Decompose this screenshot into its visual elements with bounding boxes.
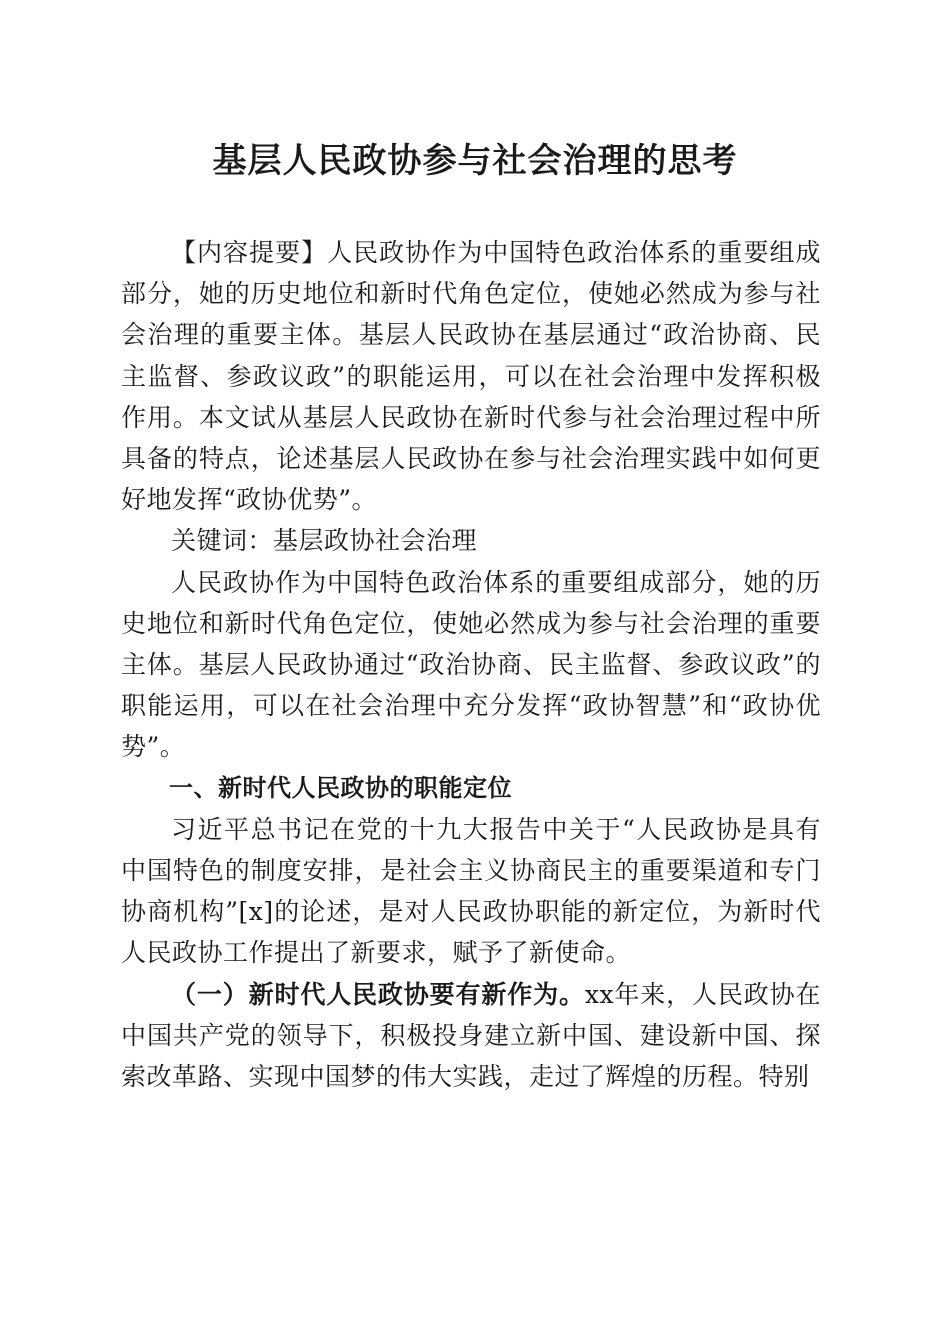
intro-paragraph: 人民政协作为中国特色政治体系的重要组成部分，她的历史地位和新时代角色定位，使她必然成为参与社会治理的重要主体。基层人民政协通过“政治协商、民主监督、参政议政”的职能运用，可以在社会治理中充分发挥“政协智慧”和“政协优势”。 [121,567,821,762]
subsection-1-text: xx年来，人民政协在中国共产党的领导下，积极投身建立新中国、建设新中国、探索改革路、实现中国梦的伟大实践，走过了辉煌的历程。特别 [121,979,821,1092]
keywords-line: 关键词：基层政协社会治理 [171,526,478,556]
subsection-1-lead: （一）新时代人民政协要有新作为。 [171,979,585,1009]
document-title: 基层人民政协参与社会治理的思考 [212,141,738,181]
section-heading-1: 一、新时代人民政协的职能定位 [169,773,512,802]
section-1-paragraph: 习近平总书记在党的十九大报告中关于“人民政协是具有中国特色的制度安排，是社会主义协商民主的重要渠道和专门协商机构”[x]的论述，是对人民政协职能的新定位，为新时代人民政协工作提出了新要求，赋予了新使命。 [121,814,821,968]
abstract-paragraph: 【内容提要】人民政协作为中国特色政治体系的重要组成部分，她的历史地位和新时代角色定位，使她必然成为参与社会治理的重要主体。基层人民政协在基层通过“政治协商、民主监督、参政议政”的职能运用，可以在社会治理中发挥积极作用。本文试从基层人民政协在新时代参与社会治理过程中所具备的特点，论述基层人民政协在参与社会治理实践中如何更好地发挥“政协优势”。 [121,238,821,515]
document-body [121,232,821,1097]
subsection-1-paragraph [121,974,821,1098]
